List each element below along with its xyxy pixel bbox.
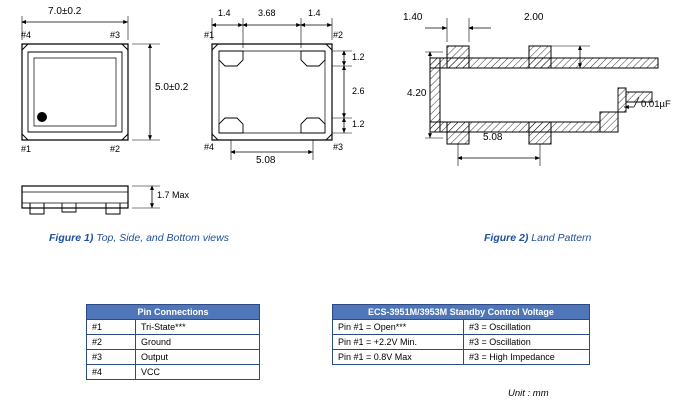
bottom-view-pad-center-dim: 3.68	[258, 8, 276, 18]
bottom-view-pin-br: #3	[333, 142, 344, 152]
pin-number: #3	[87, 350, 136, 365]
standby-result: #3 = Oscillation	[464, 320, 590, 335]
figure1-caption-text: Top, Side, and Bottom views	[93, 232, 229, 244]
bottom-view-pin-tr: #2	[333, 30, 344, 40]
pin-connections-title: Pin Connections	[87, 305, 260, 320]
land-total-height-dim: 4.20	[407, 88, 427, 99]
standby-result: #3 = Oscillation	[464, 335, 590, 350]
standby-condition: Pin #1 = +2.2V Min.	[333, 335, 464, 350]
pin-connections-table	[86, 304, 260, 380]
table-row	[333, 350, 590, 365]
bottom-view-vdim-top: 1.2	[352, 52, 365, 62]
top-view-pin-tr: #3	[110, 30, 121, 40]
standby-condition: Pin #1 = 0.8V Max	[333, 350, 464, 365]
bottom-view-pin-bl: #4	[204, 142, 215, 152]
pin-function: VCC	[136, 365, 260, 380]
standby-table-title: ECS-3951M/3953M Standby Control Voltage	[333, 305, 590, 320]
table-row	[333, 335, 590, 350]
pin-function: Ground	[136, 335, 260, 350]
standby-condition: Pin #1 = Open***	[333, 320, 464, 335]
figure2-caption-name: Figure 2)	[484, 232, 529, 244]
standby-control-voltage-table	[332, 304, 590, 365]
figure2-caption-text: Land Pattern	[528, 232, 592, 244]
pin-number: #2	[87, 335, 136, 350]
figure1-caption	[49, 232, 229, 244]
capacitor-label: 0.01µF	[641, 99, 671, 110]
bottom-view-pitch-dim: 5.08	[256, 155, 276, 166]
top-view-pin-tl: #4	[21, 30, 32, 40]
land-pad-height-dim: 2.00	[524, 12, 544, 23]
figure1-caption-name: Figure 1)	[49, 232, 94, 244]
bottom-view-vdim-mid: 2.6	[352, 86, 365, 96]
top-view-height-dim: 5.0±0.2	[155, 82, 189, 93]
table-row	[87, 320, 260, 335]
land-pad-width-dim: 1.40	[403, 12, 423, 23]
bottom-view-pad-right-dim: 1.4	[308, 8, 321, 18]
pin-number: #4	[87, 365, 136, 380]
top-view-pin-br: #2	[110, 144, 121, 154]
table-row	[87, 350, 260, 365]
land-pitch-dim: 5.08	[483, 132, 503, 143]
standby-result: #3 = High Impedance	[464, 350, 590, 365]
side-view-height-dim: 1.7 Max	[157, 190, 190, 200]
table-row	[87, 335, 260, 350]
pin-function: Tri-State***	[136, 320, 260, 335]
bottom-view-pad-left-dim: 1.4	[218, 8, 231, 18]
figure2-caption	[484, 232, 591, 244]
unit-note: Unit : mm	[508, 388, 549, 399]
pin-number: #1	[87, 320, 136, 335]
table-row	[333, 320, 590, 335]
pin-function: Output	[136, 350, 260, 365]
bottom-view-vdim-bot: 1.2	[352, 119, 365, 129]
top-view-width-dim: 7.0±0.2	[48, 6, 82, 17]
table-row	[87, 365, 260, 380]
bottom-view-pin-tl: #1	[204, 30, 215, 40]
top-view-pin-bl: #1	[21, 144, 32, 154]
